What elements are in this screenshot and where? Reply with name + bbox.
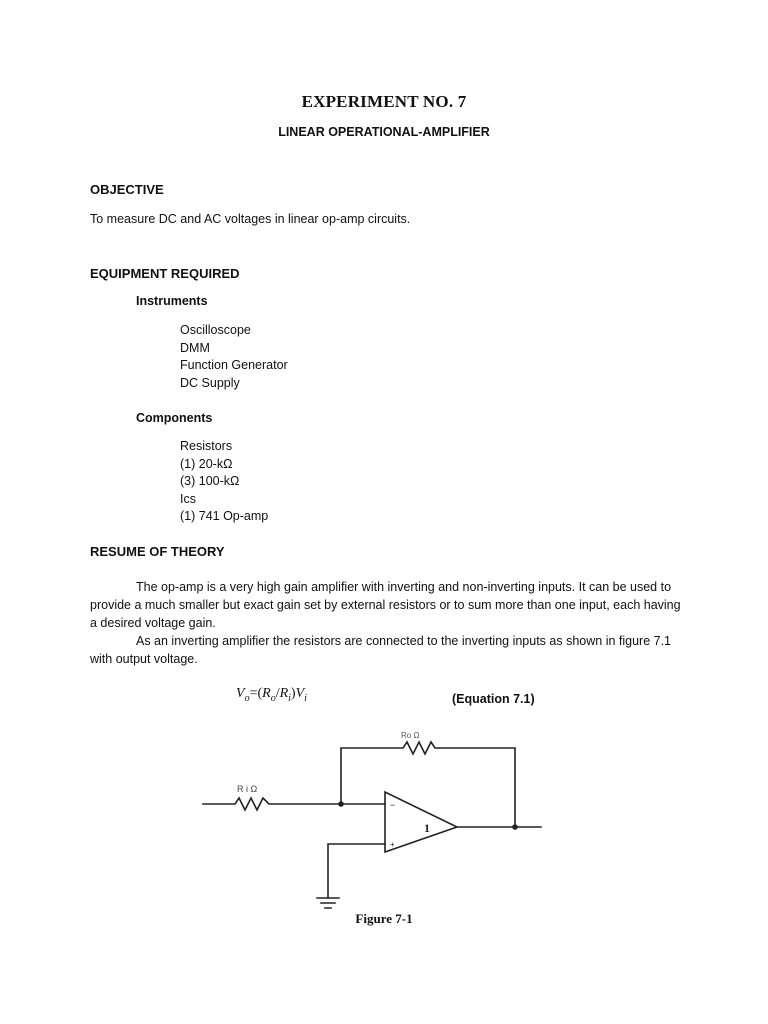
page-subtitle: LINEAR OPERATIONAL-AMPLIFIER (278, 125, 490, 139)
objective-text: To measure DC and AC voltages in linear op-amp circuits. (90, 212, 411, 226)
input-resistor-label: R i Ω (237, 784, 258, 794)
equipment-heading: EQUIPMENT REQUIRED (90, 266, 240, 281)
junction-dot (512, 824, 518, 830)
list-item: Ics (180, 491, 196, 506)
instruments-heading: Instruments (136, 294, 208, 308)
theory-body (90, 578, 690, 668)
feedback-resistor-label: Ro Ω (401, 731, 420, 740)
list-item: Oscilloscope (180, 323, 251, 337)
objective-heading: OBJECTIVE (90, 182, 164, 197)
plus-sign: + (390, 840, 395, 849)
instruments-list (180, 322, 288, 392)
ground-symbol (317, 898, 339, 908)
list-item: (1) 741 Op-amp (180, 509, 269, 524)
opamp-label: 1 (424, 821, 430, 835)
page-title: EXPERIMENT NO. 7 (301, 92, 467, 111)
list-item: Resistors (180, 439, 233, 453)
equation-label: (Equation 7.1) (452, 692, 535, 706)
components-heading: Components (136, 411, 213, 425)
components-list (180, 438, 268, 526)
minus-sign: − (390, 800, 396, 810)
junction-dot (338, 801, 344, 807)
theory-paragraph-1: The op-amp is a very high gain amplifier with inverting and non-inverting inputs. It can be used to provide a much smaller but exact gain set by external resistors or to sum more than one input, each having a desired voltage gain. (90, 580, 681, 630)
feedback-wire (341, 742, 515, 827)
inverting-amplifier-circuit (195, 728, 555, 910)
list-item: (1) 20-kΩ (180, 456, 233, 471)
list-item: Function Generator (180, 358, 288, 373)
equation-formula: $V_o=(R_o/R_i)V_i$ (236, 686, 307, 704)
figure-label: Figure 7-1 (355, 911, 413, 926)
opamp-triangle (385, 792, 457, 852)
input-wire (203, 798, 341, 810)
theory-paragraph-2: As an inverting amplifier the resistors are connected to the inverting inputs as shown in figure 7.1 with output voltage. (90, 634, 672, 666)
list-item: DMM (180, 340, 210, 355)
list-item: (3) 100-kΩ (180, 474, 240, 489)
list-item: DC Supply (180, 375, 240, 390)
theory-heading: RESUME OF THEORY (90, 544, 225, 559)
non-inverting-input-wire (328, 844, 385, 898)
